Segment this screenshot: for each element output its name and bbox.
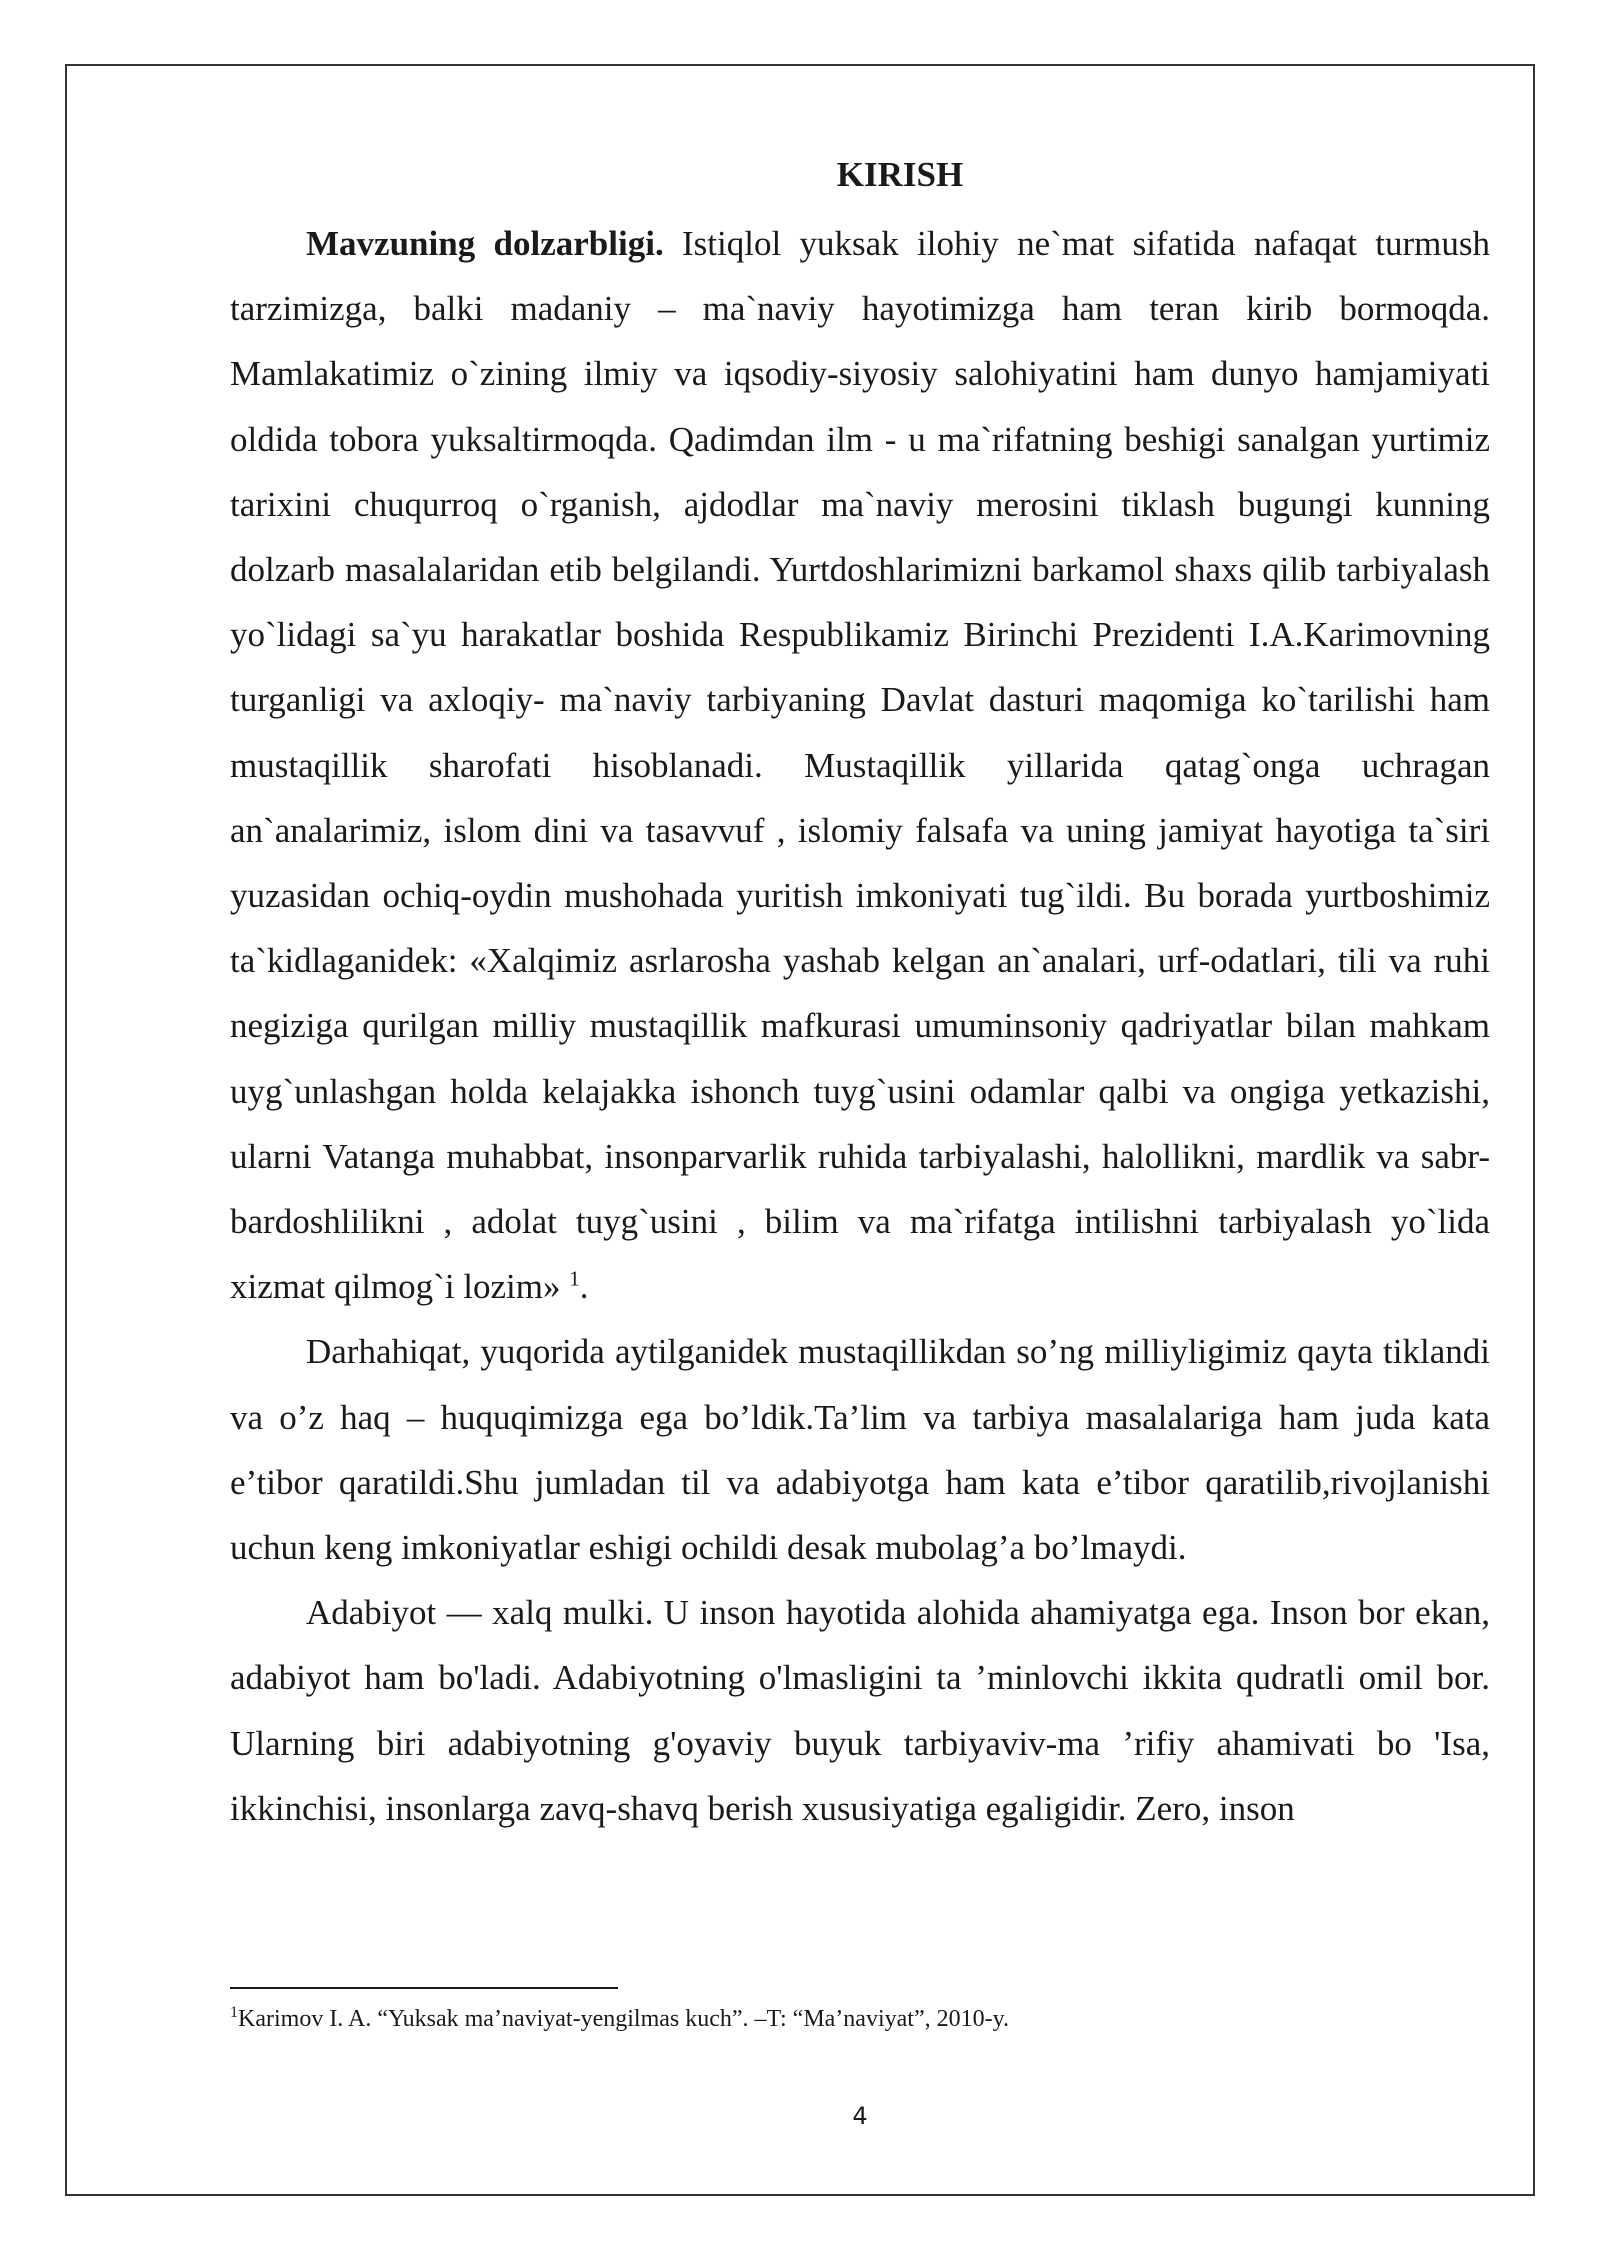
footnote-reference[interactable]: 1 [569, 1266, 580, 1291]
page-title: KIRISH [836, 155, 964, 194]
paragraph-3: Adabiyot — xalq mulki. U inson hayotida alohida ahamiyatga ega. Inson bor ekan, adabiyot ham bo'ladi. Adabiyotning o'lmasligini ta ’minlovchi ikkita qudratli omil bor. Ularning biri adabiyotning g'oyaviy buyuk tarbiyaviv-ma ’rifiy ahamivati bo 'Isa, ikkinchisi, insonlarga zavq-shavq berish xususiyatiga egaligidir. Zero, inson [230, 1593, 1490, 1828]
footnote-separator [230, 1987, 618, 1989]
footnote-text: Karimov I. A. “Yuksak ma’naviyat-yengilmas kuch”. –T: “Ma’naviyat”, 2010-y. [238, 2006, 1010, 2032]
page-number: 4 [852, 2102, 868, 2130]
paragraph-1-text: Istiqlol yuksak ilohiy ne`mat sifatida nafaqat turmush tarzimizga, balki madaniy – ma`naviy hayotimizga ham teran kirib bormoqda. Mamlakatimiz o`zining ilmiy va iqsodiy-siyosiy salohiyatini ham dunyo hamjamiyati oldida tobora yuksaltirmoqda. Qadimdan ilm - u ma`rifatning beshigi sanalgan yurtimiz tarixini chuqurroq o`rganish, ajdodlar ma`naviy merosini tiklash bugungi kunning dolzarb masalalaridan etib belgilandi. Yurtdoshlarimizni barkamol shaxs qilib tarbiyalash yo`lidagi sa`yu harakatlar boshida Respublikamiz Birinchi Prezidenti I.A.Karimovning turganligi va axloqiy- ma`naviy tarbiyaning Davlat dasturi maqomiga ko`tarilishi ham mustaqillik sharofati hisoblanadi. Mustaqillik yillarida qatag`onga uchragan an`analarimiz, islom dini va tasavvuf , islomiy falsafa va uning jamiyat hayotiga ta`siri yuzasidan ochiq-oydin mushohada yuritish imkoniyati tug`ildi. Bu borada yurtboshimiz ta`kidlaganidek: «Xalqimiz asrlarosha yashab kelgan an`analari, urf-odatlari, tili va ruhi negiziga qurilgan milliy mustaqillik mafkurasi umuminsoniy qadriyatlar bilan mahkam uyg`unlashgan holda kelajakka ishonch tuyg`usini odamlar qalbi va ongiga yetkazishi, ularni Vatanga muhabbat, insonparvarlik ruhida tarbiyalashi, halollikni, mardlik va sabr-bardoshlilikni , adolat tuyg`usini , bilim va ma`rifatga intilishni tarbiyalash yo`lida xizmat qilmog`i lozim» [230, 224, 1490, 1307]
intro-heading: Mavzuning dolzarbligi [306, 224, 655, 263]
paragraph-2: Darhahiqat, yuqorida aytilganidek mustaqillikdan so’ng milliyligimiz qayta tiklandi va o’z haq – huquqimizga ega bo’ldik.Ta’lim va tarbiya masalalariga ham juda kata e’tibor qaratildi.Shu jumladan til va adabiyotga ham kata e’tibor qaratilib,rivojlanishi uchun keng imkoniyatlar eshigi ochildi desak mubolag’a bo’lmaydi. [230, 1332, 1490, 1568]
paragraph-1 [230, 211, 1490, 1319]
intro-heading-punct: . [654, 224, 664, 263]
paragraph-1-end: . [579, 1267, 589, 1307]
footnote-marker: 1 [230, 2004, 238, 2021]
footnote [230, 2000, 1490, 2038]
body-text [230, 211, 1490, 1841]
